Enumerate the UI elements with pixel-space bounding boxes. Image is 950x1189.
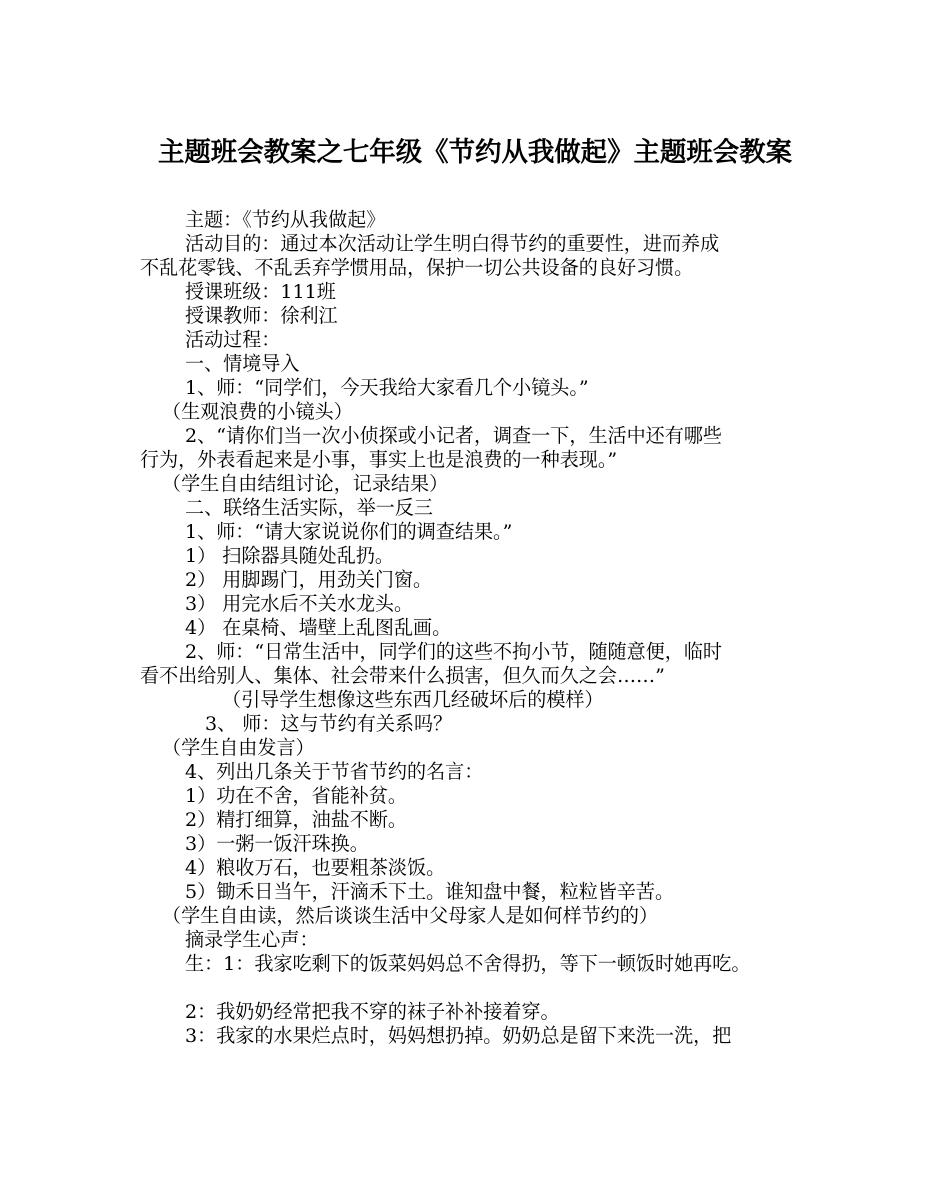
text-line: 3：我家的水果烂点时，妈妈想扔掉。奶奶总是留下来洗一洗，把 — [185, 1025, 732, 1047]
text-line: 看不出给别人、集体、社会带来什么损害，但久而久之会……” — [140, 665, 665, 687]
text-line: 1）功在不舍，省能补贫。 — [185, 785, 407, 807]
text-line: 摘录学生心声： — [185, 929, 319, 951]
text-line: 2） 用脚踢门，用劲关门窗。 — [185, 569, 433, 591]
text-line: 2、“请你们当一次小侦探或小记者，调查一下，生活中还有哪些 — [185, 425, 722, 447]
text-line: 4） 在桌椅、墙壁上乱图乱画。 — [185, 617, 452, 639]
text-line: 二、联络生活实际，举一反三 — [185, 497, 434, 519]
blank-line — [0, 976, 950, 1000]
text-line: 1） 扫除器具随处乱扔。 — [185, 545, 394, 567]
text-line: 行为，外表看起来是小事，事实上也是浪费的一种表现。” — [140, 449, 618, 471]
text-line: （生观浪费的小镜头） — [162, 401, 353, 423]
text-line: 4、列出几条关于节省节约的名言： — [185, 761, 484, 783]
text-line: 活动目的：通过本次活动让学生明白得节约的重要性，进而养成 — [185, 233, 720, 255]
text-line: 2：我奶奶经常把我不穿的袜子补补接着穿。 — [185, 1001, 560, 1023]
text-line: 主题：《节约从我做起》 — [185, 209, 386, 231]
text-line: （学生自由读，然后谈谈生活中父母家人是如何样节约的） — [162, 905, 659, 927]
document-title: 主题班会教案之七年级《节约从我做起》主题班会教案 — [157, 137, 793, 168]
text-line: 活动过程： — [185, 329, 281, 351]
text-line: 一、情境导入 — [185, 353, 300, 375]
text-line: 生：1：我家吃剩下的饭菜妈妈总不舍得扔，等下一顿饭时她再吃。 — [185, 953, 751, 975]
text-line: 4）粮收万石，也要粗茶淡饭。 — [185, 857, 446, 879]
text-line: 2）精打细算，油盐不断。 — [185, 809, 407, 831]
text-line: 不乱花零钱、不乱丢弃学惯用品，保护一切公共设备的良好习惯。 — [140, 257, 694, 279]
text-line: （学生自由结组讨论，记录结果） — [162, 473, 449, 495]
text-line: （学生自由发言） — [162, 737, 315, 759]
text-line: 3、 师：这与节约有关系吗？ — [205, 713, 453, 735]
document-body — [0, 208, 950, 1048]
text-line: 1、师：“请大家说说你们的调查结果。” — [185, 521, 513, 543]
text-line: 1、师：“同学们，今天我给大家看几个小镜头。” — [185, 377, 589, 399]
text-line: 3）一粥一饭汗珠换。 — [185, 833, 369, 855]
text-line: 5）锄禾日当午，汗滴禾下土。谁知盘中餐，粒粒皆辛苦。 — [185, 881, 675, 903]
text-line: 3） 用完水后不关水龙头。 — [185, 593, 414, 615]
text-line: 2、师：“日常生活中，同学们的这些不拘小节，随随意便，临时 — [185, 641, 722, 663]
text-line: 授课教师：徐利江 — [185, 305, 338, 327]
text-line: （引导学生想像这些东西几经破坏后的模样） — [222, 689, 604, 711]
text-line: 授课班级：111班 — [185, 281, 336, 303]
